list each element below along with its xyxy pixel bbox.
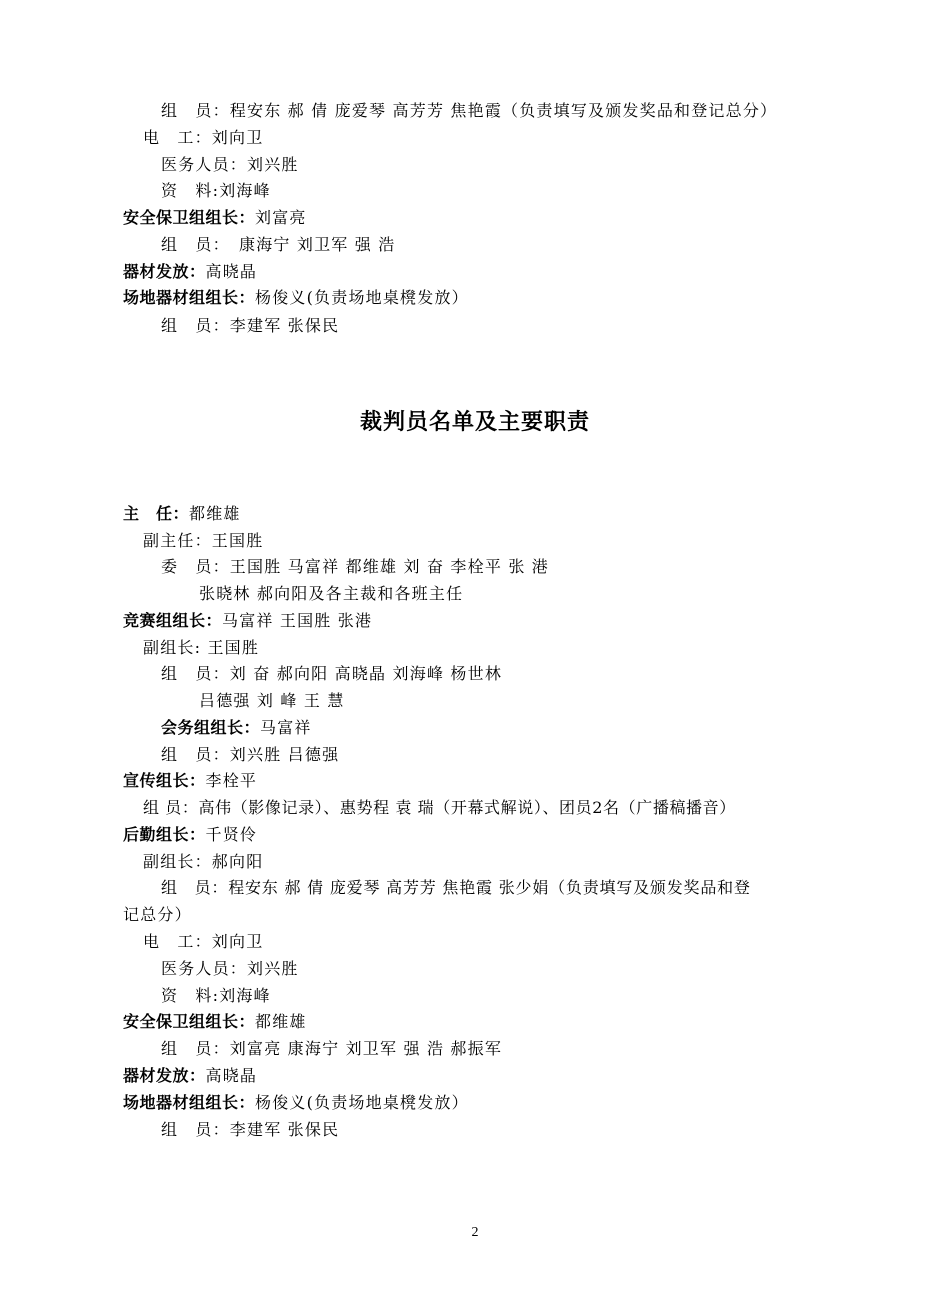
line-text: 组 员：李建军 张保民	[161, 316, 340, 335]
top-line-4	[161, 181, 271, 201]
line-label: 宣传组长：	[123, 771, 206, 790]
line-text: 资 料:刘海峰	[161, 986, 271, 1005]
bottom-line-24	[161, 1120, 339, 1140]
line-text: 马富祥	[260, 718, 312, 737]
line-label: 器材发放：	[123, 262, 206, 281]
top-line-2	[143, 128, 263, 148]
bottom-line-1	[123, 504, 241, 524]
bottom-line-19	[161, 986, 271, 1006]
line-text: 资 料:刘海峰	[161, 181, 271, 200]
line-text: 千贤伶	[205, 825, 258, 844]
bottom-line-17	[143, 932, 263, 952]
top-line-7	[123, 262, 257, 282]
bottom-line-18	[161, 959, 299, 979]
bottom-line-21	[161, 1039, 502, 1059]
line-label: 竞赛组组长：	[123, 611, 223, 630]
line-text: 组 员：程安东 郝 倩 庞爱琴 高芳芳 焦艳霞（负责填写及颁发奖品和登记总分）	[161, 101, 778, 120]
line-text: 副组长：郝向阳	[143, 852, 264, 871]
line-text: 医务人员：刘兴胜	[161, 155, 299, 174]
bottom-line-10	[161, 745, 339, 765]
line-label: 安全保卫组组长：	[123, 1012, 256, 1031]
bottom-line-7	[161, 664, 502, 684]
line-text: 高晓晶	[205, 1066, 258, 1085]
line-text: 组 员：刘兴胜 吕德强	[161, 745, 340, 764]
line-label: 器材发放：	[123, 1066, 206, 1085]
top-line-9	[161, 316, 339, 336]
section-title: 裁判员名单及主要职责	[359, 409, 590, 435]
line-text: 吕德强 刘 峰 王 慧	[199, 691, 345, 710]
bottom-line-14	[143, 852, 263, 872]
line-label: 安全保卫组组长：	[123, 208, 256, 227]
top-line-3	[161, 155, 299, 175]
line-text: 医务人员：刘兴胜	[161, 959, 299, 978]
line-text: 张晓林 郝向阳及各主裁和各班主任	[199, 584, 464, 603]
line-text: 刘富亮	[255, 208, 307, 227]
top-line-5	[123, 208, 307, 228]
bottom-line-22	[123, 1066, 257, 1086]
line-text: 记总分）	[123, 905, 192, 924]
line-text: 副组长: 王国胜	[143, 638, 260, 657]
line-text: 组 员：程安东 郝 倩 庞爱琴 高芳芳 焦艳霞 张少娟（负责填写及颁发奖品和登	[161, 878, 751, 897]
bottom-line-3	[161, 557, 549, 577]
line-label: 后勤组长：	[123, 825, 206, 844]
line-label: 场地器材组组长：	[123, 288, 256, 307]
line-text: 李栓平	[205, 771, 258, 790]
line-text: 电 工：刘向卫	[143, 932, 264, 951]
bottom-line-4	[199, 584, 463, 604]
bottom-line-11	[123, 771, 257, 791]
line-text: 组 员：刘 奋 郝向阳 高晓晶 刘海峰 杨世林	[161, 664, 503, 683]
line-text: 高晓晶	[205, 262, 258, 281]
line-text: 都维雄	[255, 1012, 307, 1031]
line-text: 马富祥 王国胜 张港	[222, 611, 373, 630]
top-line-8	[123, 288, 469, 308]
page-number: 2	[471, 1225, 479, 1240]
bottom-line-20	[123, 1012, 307, 1032]
bottom-line-12	[143, 798, 736, 818]
line-text: 电 工：刘向卫	[143, 128, 264, 147]
bottom-line-5	[123, 611, 372, 631]
bottom-line-13	[123, 825, 257, 845]
line-text: 组 员：李建军 张保民	[161, 1120, 340, 1139]
line-label: 场地器材组组长：	[123, 1093, 256, 1112]
bottom-line-6	[143, 638, 259, 658]
line-text: 组 员： 康海宁 刘卫军 强 浩	[161, 235, 396, 254]
line-text: 杨俊义(负责场地桌櫈发放）	[255, 1093, 469, 1112]
bottom-line-9	[161, 718, 312, 738]
line-text: 组 员：高伟（影像记录）、惠势程 袁 瑞（开幕式解说）、团员2名（广播稿播音）	[143, 798, 736, 817]
bottom-line-2	[143, 531, 263, 551]
line-text: 杨俊义(负责场地桌櫈发放）	[255, 288, 469, 307]
line-text: 都维雄	[189, 504, 241, 523]
top-line-6	[161, 235, 395, 255]
line-label: 主 任：	[123, 504, 190, 523]
bottom-line-8	[199, 691, 345, 711]
line-label: 会务组组长：	[161, 718, 261, 737]
bottom-line-16	[123, 905, 192, 925]
line-text: 副主任：王国胜	[143, 531, 264, 550]
line-text: 组 员：刘富亮 康海宁 刘卫军 强 浩 郝振军	[161, 1039, 503, 1058]
line-text: 委 员：王国胜 马富祥 都维雄 刘 奋 李栓平 张 港	[161, 557, 550, 576]
top-line-1	[161, 101, 777, 121]
bottom-line-15	[161, 878, 751, 898]
bottom-line-23	[123, 1093, 469, 1113]
